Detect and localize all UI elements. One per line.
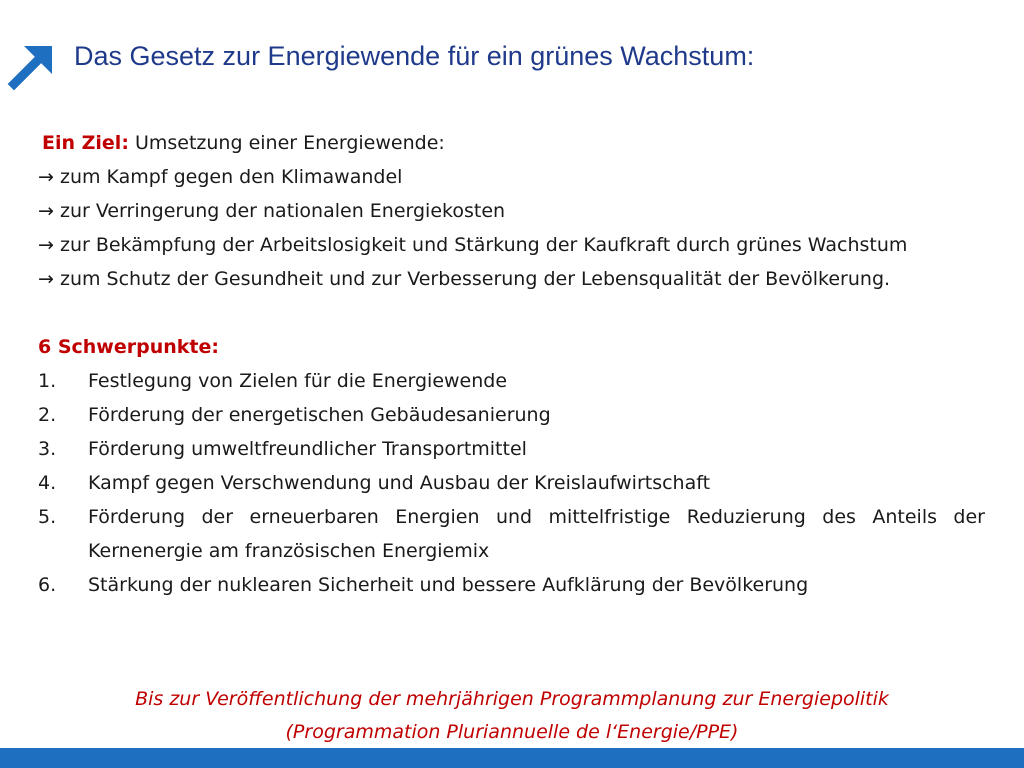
arrow-icon: → xyxy=(38,166,54,188)
closing-note xyxy=(0,683,1024,749)
list-item: 1. Festlegung von Zielen für die Energiewende xyxy=(38,370,508,392)
priorities-list xyxy=(38,364,985,602)
goal-item: → zur Verringerung der nationalen Energiekosten xyxy=(38,200,506,222)
list-item: 4. Kampf gegen Verschwendung und Ausbau der Kreislaufwirtschaft xyxy=(38,472,711,494)
closing-line-1: Bis zur Veröffentlichung der mehrjährigen Programmplanung zur Energiepolitik xyxy=(135,688,889,710)
list-item: 6. Stärkung der nuklearen Sicherheit und bessere Aufklärung der Bevölkerung xyxy=(38,574,809,596)
slide-body xyxy=(38,126,985,602)
arrow-icon: → xyxy=(38,268,54,290)
goal-item: → zum Schutz der Gesundheit und zur Verbesserung der Lebensqualität der Bevölkerung. xyxy=(38,268,891,290)
arrow-icon: → xyxy=(38,234,54,256)
priorities-heading: 6 Schwerpunkte: xyxy=(38,336,219,358)
diagonal-arrow-icon xyxy=(6,42,56,92)
footer-bar xyxy=(0,748,1024,768)
slide-title: Das Gesetz zur Energiewende für ein grünes Wachstum: xyxy=(74,41,755,71)
spacer xyxy=(38,296,985,330)
goal-line xyxy=(38,126,985,160)
goal-text: Umsetzung einer Energiewende: xyxy=(128,132,445,154)
closing-line-2: (Programmation Pluriannuelle de l‘Energie/PPE) xyxy=(285,721,739,743)
list-item: 5. Förderung der erneuerbaren Energien und mittelfristige Reduzierung des Anteils der Kernenergie am französischen Energiemix xyxy=(38,506,985,562)
goal-item: → zur Bekämpfung der Arbeitslosigkeit und Stärkung der Kaufkraft durch grünes Wachstum xyxy=(38,234,908,256)
arrow-icon: → xyxy=(38,200,54,222)
goal-item: → zum Kampf gegen den Klimawandel xyxy=(38,166,403,188)
list-item: 2. Förderung der energetischen Gebäudesanierung xyxy=(38,404,551,426)
goal-label: Ein Ziel: xyxy=(42,132,129,154)
list-item: 3. Förderung umweltfreundlicher Transportmittel xyxy=(38,438,527,460)
